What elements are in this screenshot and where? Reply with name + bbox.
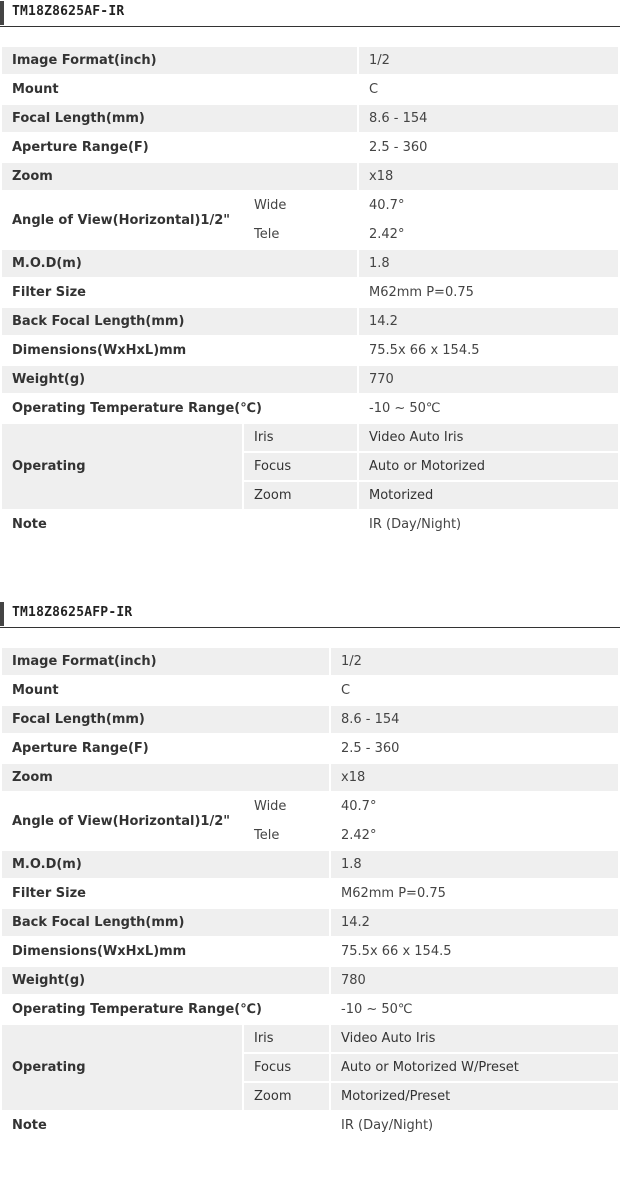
table-row — [2, 511, 618, 540]
row-value: 770 — [357, 366, 618, 395]
row-value: x18 — [357, 163, 618, 192]
row-value: C — [329, 677, 618, 706]
row-label: Focal Length(mm) — [2, 105, 357, 134]
sub-label: Zoom — [244, 1083, 329, 1112]
row-label: Aperture Range(F) — [2, 134, 357, 163]
table-row — [2, 134, 618, 163]
row-value: 1.8 — [329, 851, 618, 880]
row-value: 2.42° — [329, 822, 618, 851]
row-label: M.O.D(m) — [2, 851, 329, 880]
table-row — [2, 1112, 618, 1141]
section-header — [0, 601, 620, 628]
sub-label: Tele — [244, 221, 357, 250]
row-label: Image Format(inch) — [2, 648, 329, 677]
table-row — [2, 793, 618, 822]
spec-table — [2, 47, 618, 540]
row-label: Dimensions(WxHxL)mm — [2, 938, 329, 967]
section-header — [0, 0, 620, 27]
row-value: IR (Day/Night) — [329, 1112, 618, 1141]
header-accent-bar — [0, 602, 4, 626]
row-value: x18 — [329, 764, 618, 793]
row-label: Filter Size — [2, 880, 329, 909]
row-value: 1.8 — [357, 250, 618, 279]
table-row — [2, 996, 618, 1025]
row-value: 2.5 - 360 — [357, 134, 618, 163]
row-value: C — [357, 76, 618, 105]
row-label: Note — [2, 1112, 329, 1141]
row-value: 2.5 - 360 — [329, 735, 618, 764]
row-value: M62mm P=0.75 — [357, 279, 618, 308]
row-label: Aperture Range(F) — [2, 735, 329, 764]
header-accent-bar — [0, 1, 4, 25]
row-value: 1/2 — [329, 648, 618, 677]
sub-label: Wide — [244, 192, 357, 221]
row-label: Mount — [2, 76, 357, 105]
row-label: Angle of View(Horizontal)1/2" — [2, 192, 244, 250]
row-label: Focal Length(mm) — [2, 706, 329, 735]
sub-label: Zoom — [244, 482, 357, 511]
sub-label: Iris — [244, 424, 357, 453]
row-label: Operating — [2, 1025, 244, 1112]
row-label: Filter Size — [2, 279, 357, 308]
table-row — [2, 851, 618, 880]
row-label: Image Format(inch) — [2, 47, 357, 76]
spec-section-1 — [0, 0, 620, 532]
table-row — [2, 764, 618, 793]
row-value: 14.2 — [357, 308, 618, 337]
table-row — [2, 880, 618, 909]
row-label: Operating Temperature Range(℃) — [2, 996, 329, 1025]
table-row — [2, 395, 618, 424]
table-row — [2, 648, 618, 677]
table-row — [2, 967, 618, 996]
row-label: Dimensions(WxHxL)mm — [2, 337, 357, 366]
sub-label: Tele — [244, 822, 329, 851]
row-label: Weight(g) — [2, 967, 329, 996]
row-value: 8.6 - 154 — [357, 105, 618, 134]
table-row — [2, 677, 618, 706]
row-label: Zoom — [2, 764, 329, 793]
row-label: Zoom — [2, 163, 357, 192]
table-row — [2, 279, 618, 308]
table-row — [2, 909, 618, 938]
sub-label: Wide — [244, 793, 329, 822]
sub-label: Focus — [244, 453, 357, 482]
spec-section-2 — [0, 601, 620, 1133]
table-row — [2, 308, 618, 337]
row-label: Operating — [2, 424, 244, 511]
row-label: Operating Temperature Range(℃) — [2, 395, 357, 424]
section-title: TM18Z8625AF-IR — [12, 4, 125, 19]
row-value: -10 ~ 50℃ — [357, 395, 618, 424]
table-row — [2, 1025, 618, 1054]
row-value: Motorized/Preset — [329, 1083, 618, 1112]
spec-table — [2, 648, 618, 1141]
table-row — [2, 47, 618, 76]
row-value: 14.2 — [329, 909, 618, 938]
row-value: Motorized — [357, 482, 618, 511]
row-label: Mount — [2, 677, 329, 706]
table-row — [2, 76, 618, 105]
row-value: Video Auto Iris — [329, 1025, 618, 1054]
row-value: 1/2 — [357, 47, 618, 76]
table-row — [2, 706, 618, 735]
table-row — [2, 192, 618, 221]
sub-label: Focus — [244, 1054, 329, 1083]
row-label: Back Focal Length(mm) — [2, 308, 357, 337]
row-label: M.O.D(m) — [2, 250, 357, 279]
row-label: Angle of View(Horizontal)1/2" — [2, 793, 244, 851]
section-title: TM18Z8625AFP-IR — [12, 605, 133, 620]
table-row — [2, 735, 618, 764]
sub-label: Iris — [244, 1025, 329, 1054]
row-value: M62mm P=0.75 — [329, 880, 618, 909]
row-value: -10 ~ 50℃ — [329, 996, 618, 1025]
table-row — [2, 105, 618, 134]
row-value: 2.42° — [357, 221, 618, 250]
row-label: Back Focal Length(mm) — [2, 909, 329, 938]
table-row — [2, 337, 618, 366]
table-row — [2, 366, 618, 395]
row-label: Note — [2, 511, 357, 540]
row-label: Weight(g) — [2, 366, 357, 395]
table-row — [2, 424, 618, 453]
row-value: 40.7° — [329, 793, 618, 822]
row-value: 40.7° — [357, 192, 618, 221]
row-value: Auto or Motorized — [357, 453, 618, 482]
table-row — [2, 250, 618, 279]
row-value: 75.5x 66 x 154.5 — [329, 938, 618, 967]
row-value: 75.5x 66 x 154.5 — [357, 337, 618, 366]
table-row — [2, 163, 618, 192]
row-value: Auto or Motorized W/Preset — [329, 1054, 618, 1083]
table-row — [2, 938, 618, 967]
row-value: IR (Day/Night) — [357, 511, 618, 540]
row-value: 780 — [329, 967, 618, 996]
row-value: Video Auto Iris — [357, 424, 618, 453]
row-value: 8.6 - 154 — [329, 706, 618, 735]
